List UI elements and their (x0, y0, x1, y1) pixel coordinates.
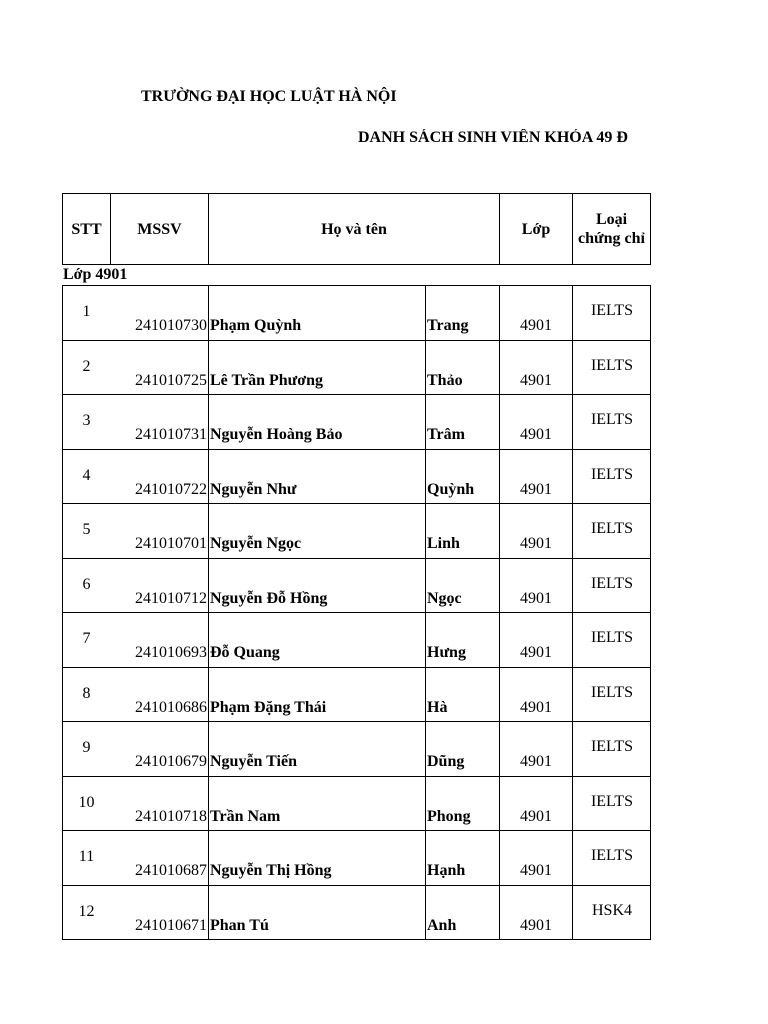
cell-stt: 6 (82, 576, 91, 593)
cell-lop: 4901 (520, 317, 552, 334)
cell-stt: 10 (78, 794, 95, 811)
column-header-loai-line2: chứng chỉ (578, 230, 645, 247)
cell-mssv: 241010701 (135, 535, 207, 552)
cell-stt: 2 (82, 358, 91, 375)
cell-ten: Hưng (427, 644, 466, 661)
cell-ten: Quỳnh (427, 481, 475, 498)
cell-ho: Nguyễn Như (210, 481, 297, 498)
cell-ho: Nguyễn Thị Hồng (210, 862, 332, 879)
cell-stt: 1 (82, 303, 91, 320)
cell-mssv: 241010712 (135, 590, 207, 607)
table-row (62, 885, 651, 940)
cell-ten: Hà (427, 699, 448, 716)
cell-ten: Thảo (427, 372, 463, 389)
cell-ten: Trang (427, 317, 469, 334)
cell-ho: Nguyễn Ngọc (210, 535, 302, 552)
table-row (62, 830, 651, 885)
cell-chung-chi: IELTS (590, 466, 634, 483)
cell-ho: Nguyễn Hoàng Bảo (210, 426, 343, 443)
cell-ten: Phong (427, 808, 471, 825)
cell-mssv: 241010687 (135, 862, 207, 879)
table-header (62, 193, 651, 265)
cell-chung-chi: IELTS (590, 793, 634, 810)
cell-lop: 4901 (520, 699, 552, 716)
cell-ho: Phạm Đặng Thái (210, 699, 327, 716)
column-header-ho-ten: Họ và tên (321, 220, 387, 238)
cell-mssv: 241010671 (135, 917, 207, 934)
cell-ho: Lê Trần Phương (210, 372, 323, 389)
cell-lop: 4901 (520, 917, 552, 934)
cell-stt: 9 (82, 739, 91, 756)
cell-stt: 3 (82, 412, 91, 429)
cell-ten: Trâm (427, 426, 465, 443)
cell-ho: Trần Nam (210, 808, 281, 825)
table-row (62, 394, 651, 449)
cell-chung-chi: IELTS (590, 847, 634, 864)
table-row (62, 667, 651, 722)
cell-lop: 4901 (520, 535, 552, 552)
cell-lop: 4901 (520, 644, 552, 661)
cell-lop: 4901 (520, 862, 552, 879)
cell-mssv: 241010731 (135, 426, 207, 443)
column-header-loai-line1: Loại (595, 211, 628, 228)
cell-ho: Nguyễn Tiến (210, 753, 297, 770)
cell-chung-chi: IELTS (590, 520, 634, 537)
cell-ten: Anh (427, 917, 457, 934)
cell-mssv: 241010730 (135, 317, 207, 334)
table-row (62, 776, 651, 831)
cell-mssv: 241010679 (135, 753, 207, 770)
table-bottom-border (62, 939, 651, 940)
table-row (62, 612, 651, 667)
cell-mssv: 241010722 (135, 481, 207, 498)
cell-lop: 4901 (520, 372, 552, 389)
cell-mssv: 241010725 (135, 372, 207, 389)
column-header-loai-chung-chi (573, 193, 650, 265)
cell-chung-chi: IELTS (590, 302, 634, 319)
cell-ten: Linh (427, 535, 460, 552)
cell-ten: Dũng (427, 753, 465, 770)
table-row (62, 285, 651, 340)
cell-ho: Đỗ Quang (210, 644, 280, 661)
cell-ten: Ngọc (427, 590, 462, 607)
cell-lop: 4901 (520, 590, 552, 607)
cell-chung-chi: IELTS (590, 575, 634, 592)
list-title: DANH SÁCH SINH VIÊN KHÓA 49 Đ (358, 129, 628, 146)
cell-chung-chi: IELTS (590, 411, 634, 428)
table-row (62, 449, 651, 504)
school-title: TRƯỜNG ĐẠI HỌC LUẬT HÀ NỘI (141, 88, 397, 105)
cell-stt: 11 (78, 848, 95, 865)
column-header-lop: Lớp (521, 220, 551, 238)
cell-stt: 4 (82, 467, 91, 484)
cell-chung-chi: IELTS (590, 629, 634, 646)
cell-stt: 7 (82, 630, 91, 647)
cell-mssv: 241010686 (135, 699, 207, 716)
cell-chung-chi: IELTS (590, 684, 634, 701)
table-row (62, 558, 651, 613)
cell-lop: 4901 (520, 481, 552, 498)
cell-chung-chi: HSK4 (591, 902, 632, 919)
cell-chung-chi: IELTS (590, 357, 634, 374)
cell-stt: 5 (82, 521, 91, 538)
cell-stt: 12 (78, 903, 95, 920)
cell-ho: Phan Tú (210, 917, 269, 934)
cell-mssv: 241010718 (135, 808, 207, 825)
table-row (62, 721, 651, 776)
cell-lop: 4901 (520, 808, 552, 825)
table-row (62, 340, 651, 395)
cell-ho: Nguyễn Đỗ Hồng (210, 590, 328, 607)
cell-chung-chi: IELTS (590, 738, 634, 755)
cell-ho: Phạm Quỳnh (210, 317, 302, 334)
column-header-mssv: MSSV (137, 220, 182, 238)
cell-stt: 8 (82, 685, 91, 702)
class-group-label: Lớp 4901 (63, 266, 128, 283)
cell-lop: 4901 (520, 426, 552, 443)
cell-mssv: 241010693 (135, 644, 207, 661)
table-row (62, 503, 651, 558)
cell-lop: 4901 (520, 753, 552, 770)
column-header-stt: STT (71, 220, 102, 238)
cell-ten: Hạnh (427, 862, 466, 879)
